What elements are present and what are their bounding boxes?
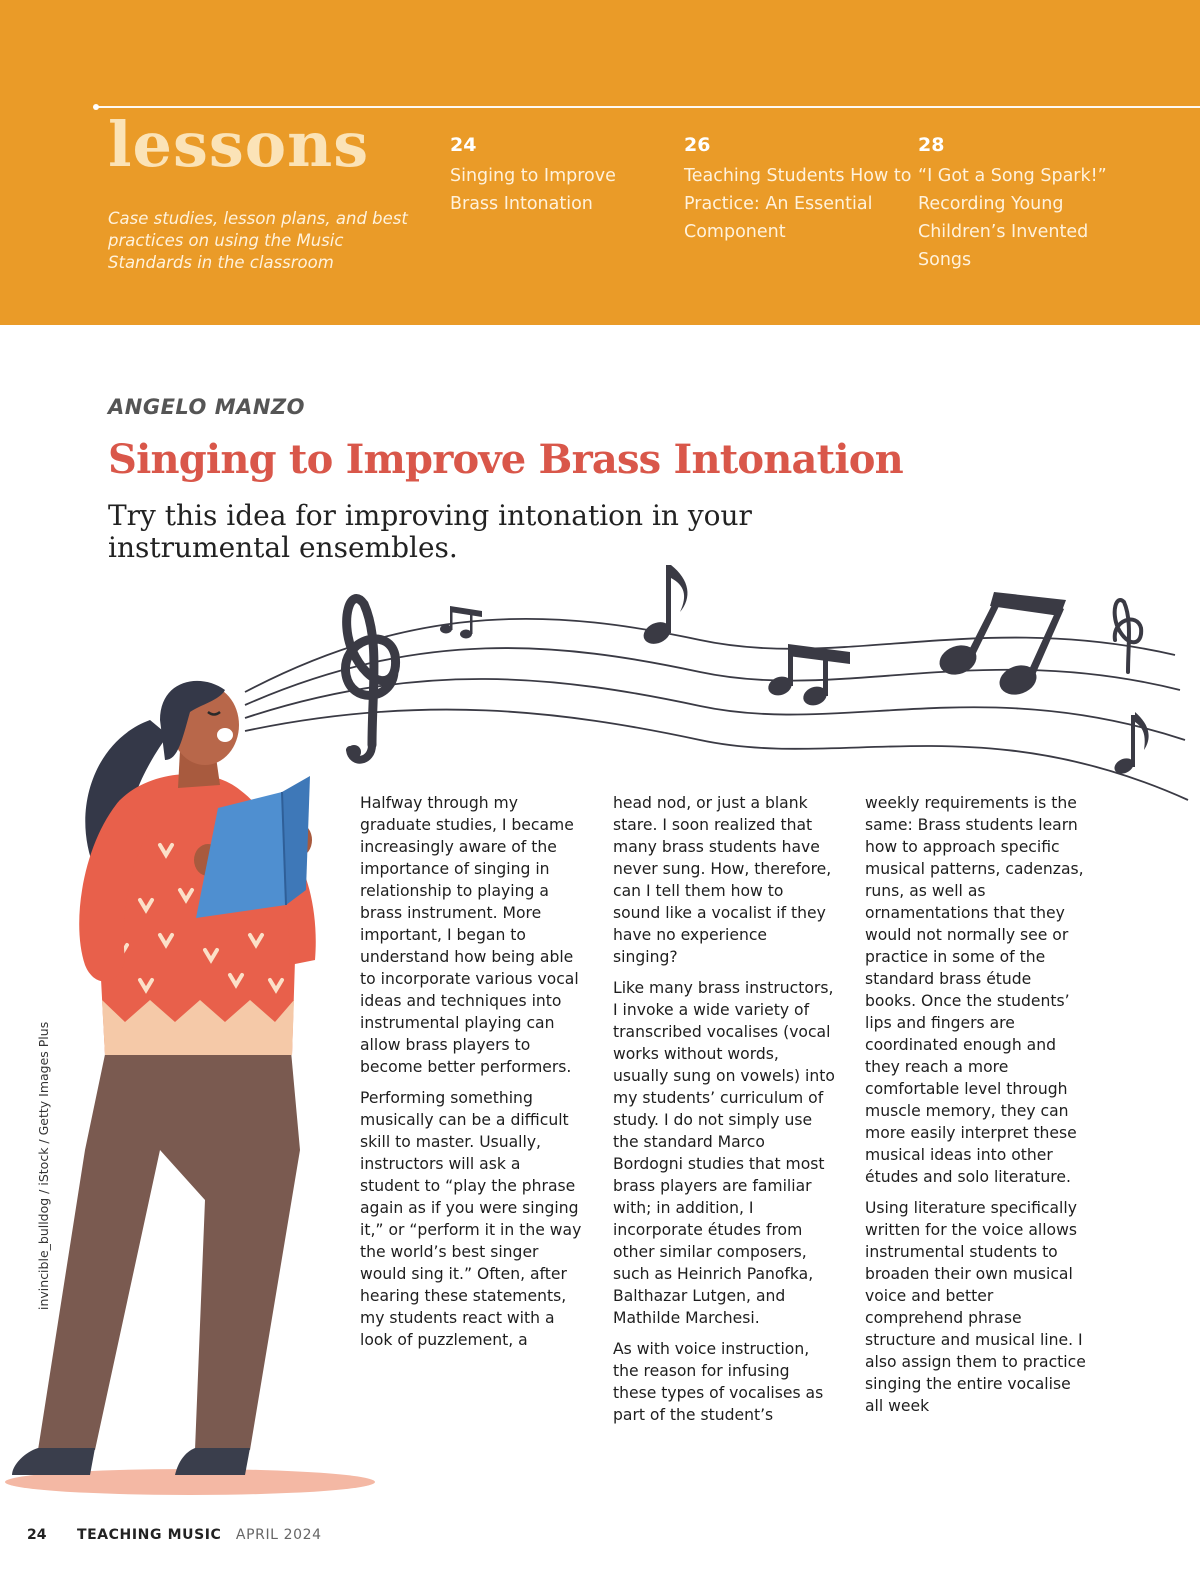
singer-figure: [12, 681, 316, 1475]
article-dek: Try this idea for improving intonation in your instrumental ensembles.: [108, 499, 752, 564]
article-column-2: [613, 792, 835, 1435]
paragraph: weekly requirements is the same: Brass students learn how to approach specific musical patterns, cadenzas, runs, as well as ornamentations that they would not normally see or practice in some of the standard brass étude books. Once the students’ lips and fingers are coordinated enough and they reach a more comfortable level through muscle memory, they can more easily interpret these musical ideas into other études and solo literature.: [865, 794, 1084, 1186]
article-column-3: [865, 792, 1087, 1426]
paragraph: Using literature specifically written for the voice allows instrumental students to broaden their own musical voice and better comprehend phrase structure and musical line. I also assign them to practice singing the entire vocalise all week: [865, 1199, 1086, 1415]
paragraph: Performing something musically can be a difficult skill to master. Usually, instructors will ask a student to “play the phrase again as if you were singing it,” or “perform it in the way the world’s best singer would sing it.” Often, after hearing these statements, my students react with a look of puzzlement, a: [360, 1089, 582, 1349]
article-headline: Singing to Improve Brass Intonation: [108, 436, 903, 483]
paragraph: head nod, or just a blank stare. I soon realized that many brass students have never sung. How, therefore, can I tell them how to sound like a vocalist if they have no experience singing?: [613, 794, 832, 966]
toc-title: “I Got a Song Spark!” Recording Young Children’s Invented Songs: [918, 166, 1107, 270]
magazine-name: TEACHING MUSIC: [76, 1527, 222, 1543]
paragraph: Like many brass instructors, I invoke a wide variety of transcribed vocalises (vocal works without words, usually sung on vowels) into my students’ curriculum of study. I do not simply use the standard Marco Bordogni studies that most brass players are familiar with; in addition, I incorporate études from other similar composers, such as Heinrich Panofka, Balthazar Lutgen, and Mathilde Marchesi.: [613, 979, 835, 1327]
toc-item-28[interactable]: [918, 134, 1150, 274]
photo-credit: invincible_bulldog / iStock / Getty Images Plus: [36, 1021, 51, 1310]
treble-clef-icon: [345, 599, 395, 760]
toc-item-24[interactable]: [450, 134, 682, 218]
toc-page-number: 28: [918, 134, 945, 156]
issue-date: APRIL 2024: [235, 1527, 322, 1543]
page-footer: [27, 1527, 322, 1543]
treble-clef-small-icon: [1115, 600, 1142, 672]
toc-item-26[interactable]: [684, 134, 916, 246]
toc-title: Singing to Improve Brass Intonation: [450, 166, 616, 214]
toc-title: Teaching Students How to Practice: An Essential Component: [684, 166, 912, 242]
article-column-1: [360, 792, 582, 1360]
beamed-notes-icon: [766, 644, 850, 709]
paragraph: As with voice instruction, the reason for infusing these types of vocalises as part of the student’s: [613, 1340, 824, 1424]
beamed-notes-large-icon: [935, 592, 1066, 700]
page-number: 24: [27, 1527, 47, 1543]
toc-page-number: 26: [684, 134, 711, 156]
section-banner: [0, 0, 1200, 325]
toc-page-number: 24: [450, 134, 477, 156]
banner-rule-dot: [93, 104, 99, 110]
paragraph: Halfway through my graduate studies, I became increasingly aware of the importance of singing in relationship to playing a brass instrument. More important, I began to understand how being able to incorporate various vocal ideas and techniques into instrumental playing can allow brass players to become better performers.: [360, 794, 579, 1076]
author-byline: ANGELO MANZO: [108, 395, 306, 419]
section-title: lessons: [108, 108, 370, 181]
section-description: Case studies, lesson plans, and best practices on using the Music Standards in the classroom: [108, 209, 408, 272]
